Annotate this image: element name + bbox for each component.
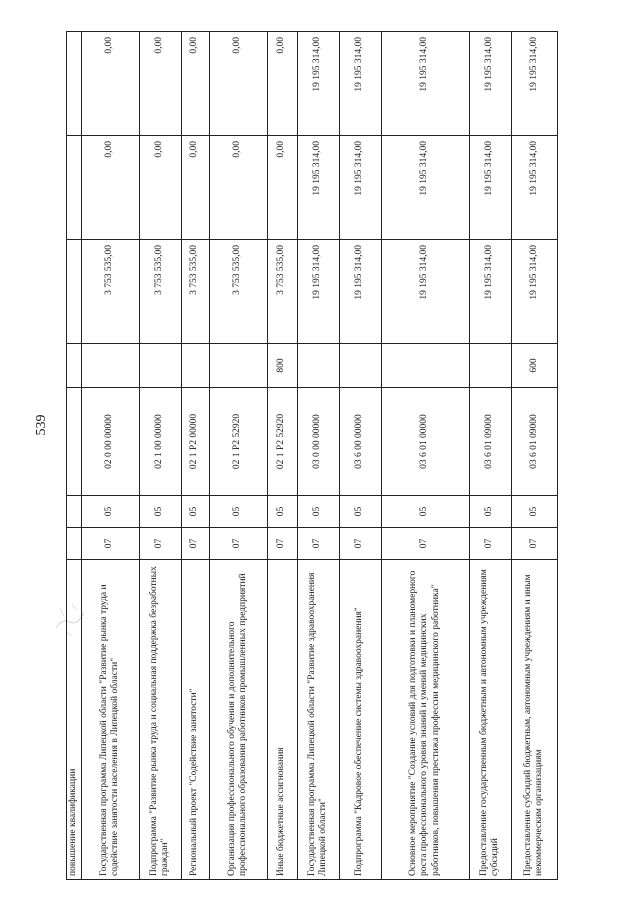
row-razdel-cell: 07: [267, 528, 297, 560]
row-podrazdel-cell: 05: [339, 496, 381, 528]
row-razdel-cell: 07: [209, 528, 267, 560]
row-sum-2-cell: 0,00: [181, 136, 209, 240]
row-name-cell: Подпрограмма "Развитие рынка труда и социальная поддержка безработных граждан": [139, 560, 181, 880]
row-razdel-cell: 07: [339, 528, 381, 560]
row-csr-cell: 02 0 00 00000: [81, 388, 139, 496]
row-podrazdel-cell: 05: [381, 496, 469, 528]
row-sum-1-cell: 19 195 314,00: [339, 240, 381, 344]
row-sum-1-cell: 3 753 535,00: [209, 240, 267, 344]
row-sum-2-cell: 0,00: [209, 136, 267, 240]
row-sum-3-cell: 19 195 314,00: [511, 32, 557, 136]
row-sum-3-cell: 0,00: [139, 32, 181, 136]
row-sum-1-cell: 19 195 314,00: [511, 240, 557, 344]
row-sum-1-cell: 3 753 535,00: [81, 240, 139, 344]
row-csr-cell: 03 6 01 09000: [469, 388, 511, 496]
table-row: [181, 32, 209, 880]
row-name-cell: Предоставление государственным бюджетным и автономным учреждениям субсидий: [469, 560, 511, 880]
row-sum-2-cell: 19 195 314,00: [297, 136, 339, 240]
row-razdel-cell: 07: [181, 528, 209, 560]
row-razdel-cell: [67, 528, 82, 560]
row-vr-cell: [339, 344, 381, 388]
table-row: [297, 32, 339, 880]
row-vr-cell: 800: [267, 344, 297, 388]
row-sum-1-cell: 19 195 314,00: [297, 240, 339, 344]
row-sum-2-cell: 0,00: [139, 136, 181, 240]
row-sum-2-cell: 0,00: [81, 136, 139, 240]
row-razdel-cell: 07: [81, 528, 139, 560]
row-sum-1-cell: 19 195 314,00: [381, 240, 469, 344]
row-vr-cell: [381, 344, 469, 388]
row-name-cell: Региональный проект "Содействие занятости": [181, 560, 209, 880]
row-name-cell: Подпрограмма "Кадровое обеспечение системы здравоохранения": [339, 560, 381, 880]
row-name-cell: Основное мероприятие "Создание условий для подготовки и планомерного роста профессионального уровня знаний и умений медицинских работников, повышения престижа профессии медицинского работника": [381, 560, 469, 880]
row-sum-1-cell: 19 195 314,00: [469, 240, 511, 344]
row-sum-3-cell: 0,00: [81, 32, 139, 136]
row-podrazdel-cell: 05: [469, 496, 511, 528]
row-sum-3-cell: 19 195 314,00: [381, 32, 469, 136]
row-csr-cell: 03 0 00 00000: [297, 388, 339, 496]
row-vr-cell: [209, 344, 267, 388]
table-row: [139, 32, 181, 880]
row-name-cell: повышение квалификации: [67, 560, 82, 880]
row-razdel-cell: 07: [511, 528, 557, 560]
row-podrazdel-cell: 05: [267, 496, 297, 528]
row-razdel-cell: 07: [381, 528, 469, 560]
row-name-cell: Предоставление субсидий бюджетным, автономным учреждениям и иным некоммерческим организациям: [511, 560, 557, 880]
row-name-cell: Организация профессионального обучения и дополнительного профессионального образования работников промышленных предприятий: [209, 560, 267, 880]
row-podrazdel-cell: 05: [511, 496, 557, 528]
row-razdel-cell: 07: [139, 528, 181, 560]
table-body: [67, 32, 558, 880]
row-sum-2-cell: 19 195 314,00: [339, 136, 381, 240]
row-podrazdel-cell: [67, 496, 82, 528]
row-vr-cell: [81, 344, 139, 388]
row-csr-cell: [67, 388, 82, 496]
row-sum-3-cell: 0,00: [181, 32, 209, 136]
row-sum-2-cell: [67, 136, 82, 240]
row-csr-cell: 02 1 00 00000: [139, 388, 181, 496]
row-vr-cell: [139, 344, 181, 388]
row-sum-1-cell: [67, 240, 82, 344]
row-vr-cell: [67, 344, 82, 388]
row-sum-3-cell: 0,00: [209, 32, 267, 136]
row-vr-cell: [181, 344, 209, 388]
row-podrazdel-cell: 05: [209, 496, 267, 528]
row-sum-2-cell: 19 195 314,00: [381, 136, 469, 240]
table-row: [81, 32, 139, 880]
row-sum-3-cell: 19 195 314,00: [469, 32, 511, 136]
row-podrazdel-cell: 05: [139, 496, 181, 528]
table-row: [511, 32, 557, 880]
row-name-cell: Государственная программа Липецкой области "Развитие рынка труда и содействие занятости населения в Липецкой области": [81, 560, 139, 880]
row-sum-1-cell: 3 753 535,00: [181, 240, 209, 344]
budget-table-rotated: [66, 32, 558, 880]
row-razdel-cell: 07: [469, 528, 511, 560]
row-sum-3-cell: 19 195 314,00: [339, 32, 381, 136]
row-csr-cell: 03 6 01 09000: [511, 388, 557, 496]
row-name-cell: Государственная программа Липецкой области "Развитие здравоохранения Липецкой области": [297, 560, 339, 880]
row-sum-2-cell: 19 195 314,00: [511, 136, 557, 240]
row-csr-cell: 02 1 P2 52920: [267, 388, 297, 496]
page-number: 539: [34, 414, 49, 436]
budget-table: [66, 31, 558, 880]
row-sum-2-cell: 0,00: [267, 136, 297, 240]
row-razdel-cell: 07: [297, 528, 339, 560]
row-sum-1-cell: 3 753 535,00: [267, 240, 297, 344]
row-vr-cell: [297, 344, 339, 388]
row-sum-1-cell: 3 753 535,00: [139, 240, 181, 344]
row-vr-cell: 600: [511, 344, 557, 388]
table-row: [339, 32, 381, 880]
row-sum-3-cell: [67, 32, 82, 136]
row-name-cell: Иные бюджетные ассигнования: [267, 560, 297, 880]
row-sum-2-cell: 19 195 314,00: [469, 136, 511, 240]
row-sum-3-cell: 19 195 314,00: [297, 32, 339, 136]
row-podrazdel-cell: 05: [297, 496, 339, 528]
table-row: [381, 32, 469, 880]
row-vr-cell: [469, 344, 511, 388]
row-sum-3-cell: 0,00: [267, 32, 297, 136]
table-row: [209, 32, 267, 880]
table-row: [267, 32, 297, 880]
row-csr-cell: 02 1 P2 52920: [209, 388, 267, 496]
row-podrazdel-cell: 05: [81, 496, 139, 528]
row-podrazdel-cell: 05: [181, 496, 209, 528]
row-csr-cell: 03 6 00 00000: [339, 388, 381, 496]
row-csr-cell: 03 6 01 00000: [381, 388, 469, 496]
row-csr-cell: 02 1 P2 00000: [181, 388, 209, 496]
table-row: [469, 32, 511, 880]
table-row: [67, 32, 82, 880]
